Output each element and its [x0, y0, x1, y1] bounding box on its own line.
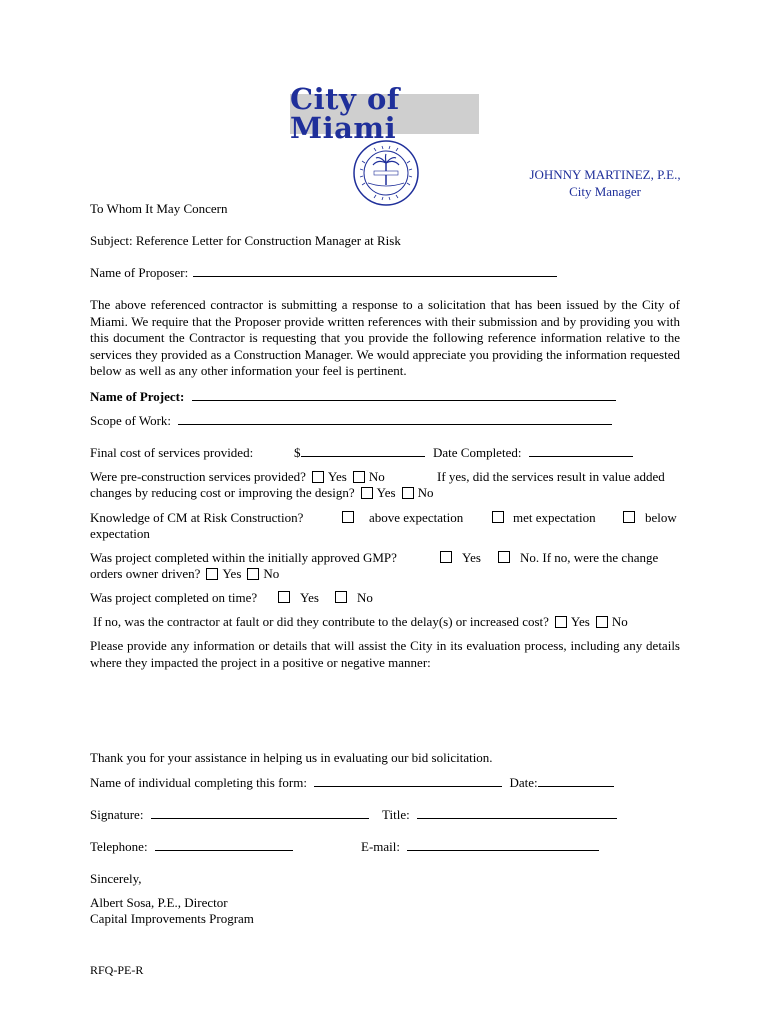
form-code: RFQ-PE-R [90, 963, 144, 977]
scope-row [90, 413, 612, 429]
completer-row [90, 775, 614, 791]
date-label: Date: [509, 775, 538, 790]
project-row [90, 389, 616, 405]
gmp-yes-label: Yes [462, 550, 481, 565]
intro-paragraph: The above referenced contractor is submitting a response to a solicitation that has been issued by the City of Miami. We require that the Proposer provide written references with their submission and by providing you with this document the Contractor is requesting that you provide the following reference information relative to the services they provided as a Construction Manager. We would appreciate you providing the information requested below as well as any other information your feel is pertinent. [90, 297, 680, 378]
ontime-no-label: No [357, 590, 373, 605]
preconstruction-no-checkbox[interactable] [353, 471, 365, 483]
salutation: To Whom It May Concern [90, 201, 228, 216]
telephone-label: Telephone: [90, 839, 148, 854]
change-orders-yes-label: Yes [222, 566, 242, 581]
change-orders-row [90, 566, 279, 582]
signature-field[interactable] [151, 807, 369, 819]
completer-field[interactable] [314, 775, 502, 787]
manager-title: City Manager [569, 184, 641, 199]
knowledge-below-label: below [645, 510, 677, 525]
telephone-field[interactable] [155, 839, 293, 851]
telephone-row [90, 839, 293, 855]
knowledge-above-checkbox[interactable] [342, 511, 354, 523]
ontime-no-checkbox[interactable] [335, 591, 347, 603]
gmp-no-checkbox[interactable] [498, 551, 510, 563]
city-logo [290, 82, 479, 145]
subject-line: Subject: Reference Letter for Construction Manager at Risk [90, 233, 401, 248]
date-completed-field[interactable] [529, 445, 633, 457]
signature-row [90, 807, 369, 823]
fault-yes-label: Yes [570, 614, 590, 629]
preconstruction-question: Were pre-construction services provided? [90, 469, 306, 484]
project-field[interactable] [192, 389, 616, 401]
knowledge-met-checkbox[interactable] [492, 511, 504, 523]
ontime-question: Was project completed on time? [90, 590, 258, 605]
scope-field[interactable] [178, 413, 612, 425]
value-added-yes-label: Yes [376, 485, 396, 500]
preconstruction-yes-checkbox[interactable] [312, 471, 324, 483]
ontime-yes-checkbox[interactable] [278, 591, 290, 603]
signer-name: Albert Sosa, P.E., Director [90, 895, 228, 910]
gmp-no-label: No. If no, were the change [520, 550, 659, 565]
fault-row [93, 614, 628, 630]
preconstruction-no-label: No [368, 469, 385, 484]
value-added-no-checkbox[interactable] [402, 487, 414, 499]
cost-label: Final cost of services provided: [90, 445, 254, 460]
signature-label: Signature: [90, 807, 144, 822]
gmp-question: Was project completed within the initially approved GMP? [90, 550, 397, 565]
email-label: E-mail: [361, 839, 400, 854]
preconstruction-row [90, 469, 385, 485]
proposer-row [90, 265, 557, 281]
change-orders-no-checkbox[interactable] [247, 568, 259, 580]
change-orders-question: orders owner driven? [90, 566, 201, 581]
knowledge-met-label: met expectation [513, 510, 596, 525]
preconstruction-yes-label: Yes [327, 469, 347, 484]
title-field[interactable] [417, 807, 617, 819]
thanks-line: Thank you for your assistance in helping us in evaluating our bid solicitation. [90, 750, 493, 765]
project-label: Name of Project: [90, 389, 185, 404]
email-field[interactable] [407, 839, 599, 851]
value-added-question: changes by reducing cost or improving the design? [90, 485, 355, 500]
date-completed-group [433, 445, 633, 461]
value-added-no-label: No [417, 485, 434, 500]
ontime-yes-label: Yes [300, 590, 319, 605]
cost-prefix: $ [294, 445, 301, 460]
cost-field[interactable] [301, 445, 425, 457]
knowledge-question: Knowledge of CM at Risk Construction? [90, 510, 304, 525]
title-label: Title: [382, 807, 410, 822]
knowledge-below-label-cont: expectation [90, 526, 150, 541]
date-field[interactable] [538, 775, 614, 787]
value-added-yes-checkbox[interactable] [361, 487, 373, 499]
preconstruction-follow: If yes, did the services result in value added [437, 469, 665, 484]
change-orders-yes-checkbox[interactable] [206, 568, 218, 580]
title-row [382, 807, 617, 823]
fault-no-checkbox[interactable] [596, 616, 608, 628]
signer-program: Capital Improvements Program [90, 911, 254, 926]
value-added-row [90, 485, 433, 501]
scope-label: Scope of Work: [90, 413, 172, 428]
proposer-field[interactable] [193, 265, 557, 277]
change-orders-no-label: No [263, 566, 280, 581]
knowledge-above-label: above expectation [369, 510, 464, 525]
logo-text: City of Miami [290, 82, 400, 145]
details-request: Please provide any information or details that will assist the City in its evaluation process, including any details where they impacted the project in a positive or negative manner: [90, 638, 680, 670]
proposer-label: Name of Proposer: [90, 265, 189, 280]
fault-no-label: No [611, 614, 628, 629]
closing: Sincerely, [90, 871, 142, 886]
city-seal-icon [352, 139, 420, 207]
manager-block [505, 166, 705, 200]
fault-question: If no, was the contractor at fault or did they contribute to the delay(s) or increased cost? [93, 614, 549, 629]
gmp-yes-checkbox[interactable] [440, 551, 452, 563]
completer-label: Name of individual completing this form: [90, 775, 307, 790]
date-completed-label: Date Completed: [433, 445, 522, 460]
cost-field-group [294, 445, 425, 461]
email-row [361, 839, 599, 855]
knowledge-below-checkbox[interactable] [623, 511, 635, 523]
fault-yes-checkbox[interactable] [555, 616, 567, 628]
manager-name: JOHNNY MARTINEZ, P.E., [529, 167, 681, 182]
cost-row [90, 445, 253, 461]
